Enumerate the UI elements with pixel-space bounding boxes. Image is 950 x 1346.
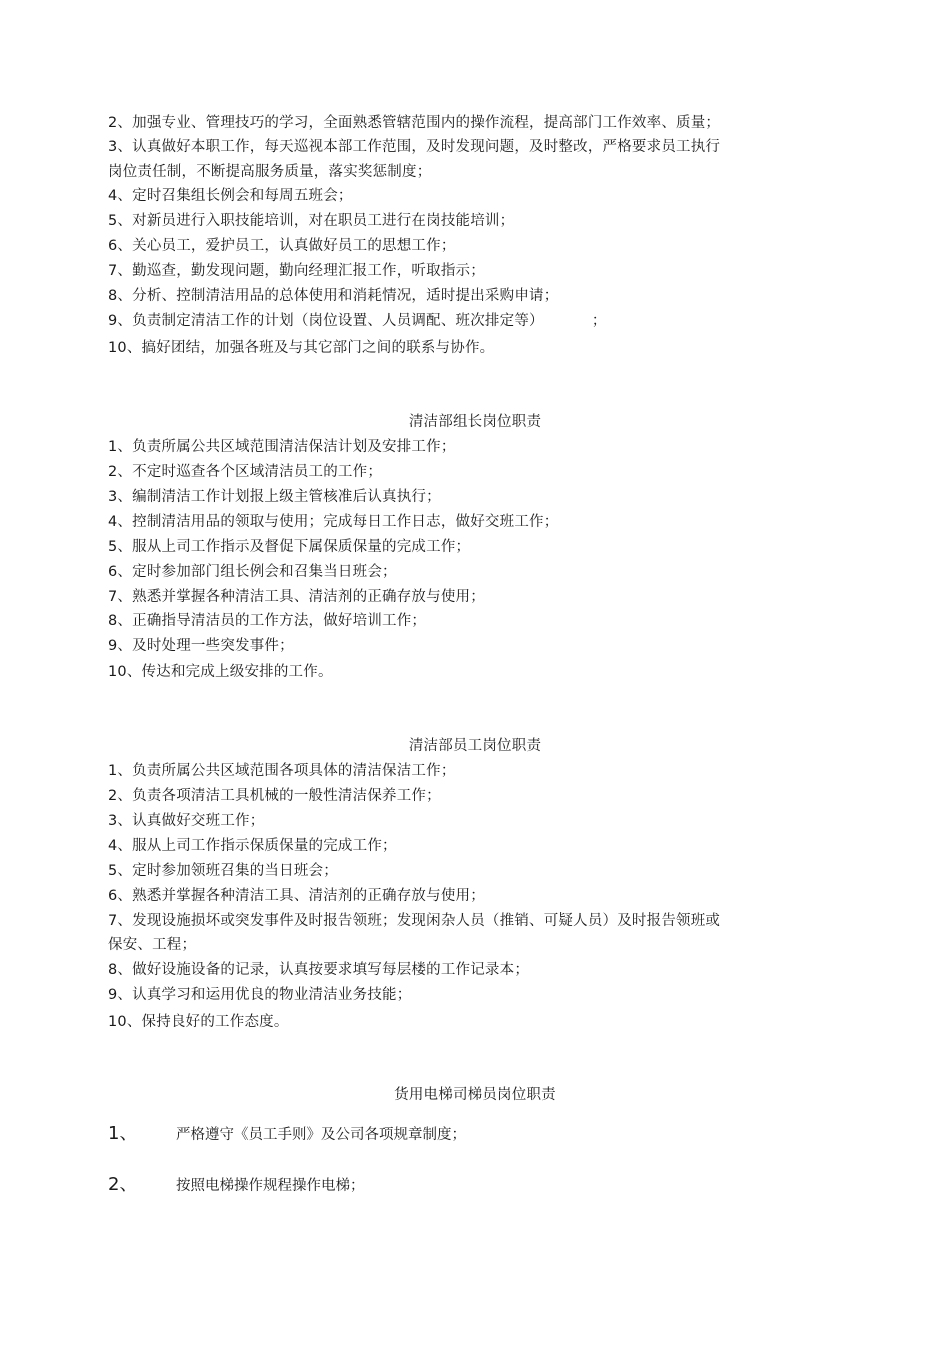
section-title: 清洁部员工岗位职责: [408, 738, 542, 754]
list-item: 8、正确指导清洁员的工作方法，做好培训工作；: [108, 613, 427, 629]
list-item: 10、搞好团结，加强各班及与其它部门之间的联系与协作。: [108, 340, 495, 356]
list-item: 10、保持良好的工作态度。: [108, 1014, 289, 1030]
list-item: 4、控制清洁用品的领取与使用；完成每日工作日志，做好交班工作；: [108, 514, 559, 530]
item-number: 2、: [108, 1174, 138, 1195]
list-item: 2、不定时巡查各个区域清洁员工的工作；: [108, 464, 383, 480]
item-number: 1、: [108, 1123, 138, 1144]
list-item: 4、定时召集组长例会和每周五班会；: [108, 188, 353, 204]
list-item: 4、服从上司工作指示保质保量的完成工作；: [108, 838, 397, 854]
list-item: 5、对新员进行入职技能培训，对在职员工进行在岗技能培训；: [108, 213, 515, 229]
list-item: 5、定时参加领班召集的当日班会；: [108, 863, 338, 879]
list-item: 3、编制清洁工作计划报上级主管核准后认真执行；: [108, 489, 441, 505]
list-item: 7、熟悉并掌握各种清洁工具、清洁剂的正确存放与使用；: [108, 589, 485, 605]
list-item: 6、熟悉并掌握各种清洁工具、清洁剂的正确存放与使用；: [108, 888, 485, 904]
list-item: 7、发现设施损坏或突发事件及时报告领班；发现闲杂人员（推销、可疑人员）及时报告领班或: [108, 913, 721, 929]
list-item: 2、负责各项清洁工具机械的一般性清洁保养工作；: [108, 788, 441, 804]
list-item: 6、定时参加部门组长例会和召集当日班会；: [108, 564, 397, 580]
list-item: 1、负责所属公共区域范围清洁保洁计划及安排工作；: [108, 439, 456, 455]
list-item: 7、勤巡查，勤发现问题，勤向经理汇报工作，听取指示；: [108, 263, 485, 279]
list-item: 8、做好设施设备的记录，认真按要求填写每层楼的工作记录本；: [108, 962, 530, 978]
list-item: 保安、工程；: [108, 937, 197, 953]
section-title: 清洁部组长岗位职责: [408, 414, 542, 430]
list-item: 9、负责制定清洁工作的计划（岗位设置、人员调配、班次排定等） ；: [108, 313, 607, 329]
list-item: 5、服从上司工作指示及督促下属保质保量的完成工作；: [108, 539, 471, 555]
section-title: 货用电梯司梯员岗位职责: [394, 1087, 556, 1103]
list-item: [108, 1171, 365, 1200]
list-item: 1、负责所属公共区域范围各项具体的清洁保洁工作；: [108, 763, 456, 779]
list-item: [108, 1120, 466, 1149]
item-text: 严格遵守《员工手则》及公司各项规章制度；: [176, 1127, 466, 1143]
list-item: 9、认真学习和运用优良的物业清洁业务技能；: [108, 987, 412, 1003]
list-item: 2、加强专业、管理技巧的学习，全面熟悉管辖范围内的操作流程，提高部门工作效率、质量；: [108, 115, 721, 131]
list-item: 6、关心员工，爱护员工，认真做好员工的思想工作；: [108, 238, 456, 254]
list-item: 3、认真做好交班工作；: [108, 813, 265, 829]
item-text: 按照电梯操作规程操作电梯；: [176, 1178, 365, 1194]
list-item: 10、传达和完成上级安排的工作。: [108, 664, 333, 680]
list-item: 9、及时处理一些突发事件；: [108, 638, 294, 654]
list-item: 3、认真做好本职工作，每天巡视本部工作范围，及时发现问题，及时整改，严格要求员工执行: [108, 139, 721, 155]
list-item: 8、分析、控制清洁用品的总体使用和消耗情况，适时提出采购申请；: [108, 288, 559, 304]
list-item: 岗位责任制，不断提高服务质量，落实奖惩制度；: [108, 164, 432, 180]
